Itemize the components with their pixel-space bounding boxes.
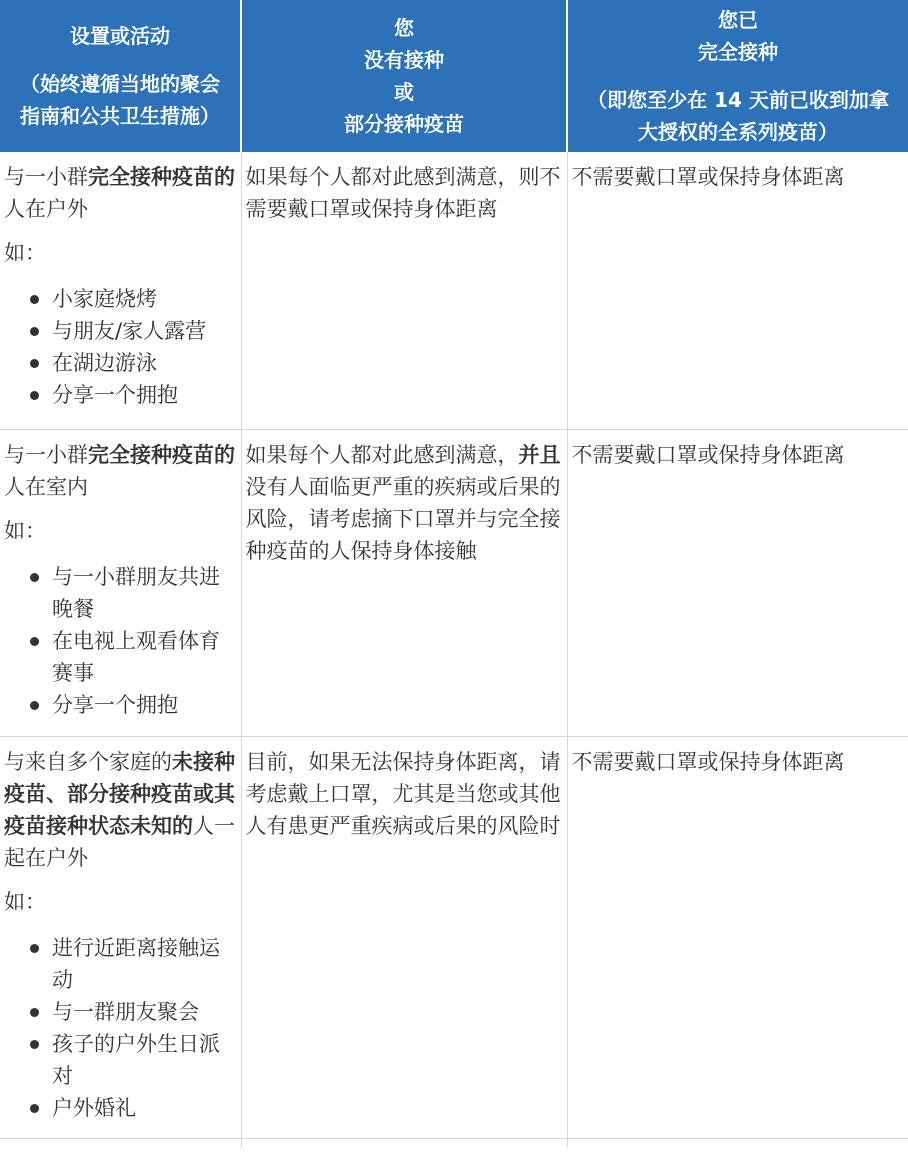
unvaccinated-guidance-cell: [241, 152, 567, 429]
guidance-text: 不需要戴口罩或保持身体距离: [571, 442, 845, 467]
setting-emphasis: 完全接种疫苗的: [88, 442, 235, 467]
list-item: 进行近距离接触运动: [52, 932, 237, 996]
guidance-text: 不需要戴口罩或保持身体距离: [571, 165, 845, 189]
guidance-text: 目前，如果无法保持身体距离，请考虑戴上口罩，尤其是当您或其他人有患更严重疾病或后果的风险时: [245, 749, 561, 838]
table-row: [0, 152, 908, 429]
examples-label: 如：: [4, 241, 46, 265]
examples-label: 如：: [4, 518, 46, 543]
header-col2-line-4: 部分接种疫苗: [344, 112, 464, 136]
header-fully-vaccinated: [567, 0, 908, 152]
empty-cell: [567, 1138, 908, 1147]
setting-text: 与来自多个家庭的: [4, 749, 172, 774]
guidance-text: 没有人面临更严重的疾病或后果的风险，请考虑摘下口罩并与完全接种疫苗的人保持身体接触: [245, 474, 561, 563]
examples-list: [4, 932, 237, 1124]
table-row-partial: [0, 1138, 908, 1147]
vaccinated-guidance-cell: [567, 152, 908, 429]
header-col1-note-1: （始终遵循当地的聚会: [20, 72, 220, 96]
setting-emphasis: 未接种疫苗、部分接种疫苗或其疫苗接种状态未知的: [4, 749, 235, 838]
unvaccinated-guidance-cell: [241, 736, 567, 1138]
guidance-text: 不需要戴口罩或保持身体距离: [571, 749, 845, 774]
header-setting-or-activity: [0, 0, 241, 152]
header-col3-note-2: 大授权的全系列疫苗）: [638, 120, 838, 144]
list-item: 在电视上观看体育赛事: [52, 625, 237, 689]
guidance-emphasis: 并且: [518, 442, 561, 467]
setting-text: 人一起在户外: [4, 813, 235, 870]
setting-cell: [0, 429, 241, 736]
header-col3-line-1: 您已: [718, 8, 758, 32]
list-item: 分享一个拥抱: [52, 689, 237, 721]
guidance-text: 如果每个人都对此感到满意，: [245, 442, 519, 467]
setting-text: 与一小群: [4, 165, 88, 189]
examples-list: [4, 283, 237, 411]
header-col1-note-2: 指南和公共卫生措施）: [20, 104, 220, 128]
setting-text: 人在户外: [4, 197, 88, 221]
examples-list: [4, 561, 237, 721]
examples-label: 如：: [4, 889, 46, 914]
guidance-text: 如果每个人都对此感到满意，则不需要戴口罩或保持身体距离: [245, 165, 561, 221]
list-item: 与朋友/家人露营: [52, 315, 237, 347]
header-col3-note-1: （即您至少在 14 天前已收到加拿: [587, 88, 889, 112]
header-col1-title: 设置或活动: [70, 24, 170, 48]
list-item: 小家庭烧烤: [52, 283, 237, 315]
table-header-row: [0, 0, 908, 152]
list-item: 与一群朋友聚会: [52, 996, 237, 1028]
setting-text: 人在室内: [4, 474, 88, 499]
setting-cell: [0, 152, 241, 429]
empty-cell: [0, 1138, 241, 1147]
setting-emphasis: 完全接种疫苗的: [88, 165, 235, 189]
table-row: [0, 736, 908, 1138]
setting-description: [4, 746, 237, 874]
header-col3-line-2: 完全接种: [698, 40, 778, 64]
empty-cell: [241, 1138, 567, 1147]
list-item: 在湖边游泳: [52, 347, 237, 379]
header-col2-line-1: 您: [394, 16, 414, 40]
vaccinated-guidance-cell: [567, 429, 908, 736]
table-row: [0, 429, 908, 736]
vaccinated-guidance-cell: [567, 736, 908, 1138]
list-item: 户外婚礼: [52, 1092, 237, 1124]
unvaccinated-guidance-cell: [241, 429, 567, 736]
setting-cell: [0, 736, 241, 1138]
setting-text: 与一小群: [4, 442, 88, 467]
list-item: 分享一个拥抱: [52, 379, 237, 411]
list-item: 与一小群朋友共进晚餐: [52, 561, 237, 625]
header-col2-line-3: 或: [394, 80, 414, 104]
header-col2-line-2: 没有接种: [364, 48, 444, 72]
setting-description: [4, 439, 237, 503]
setting-description: [4, 161, 237, 225]
list-item: 孩子的户外生日派对: [52, 1028, 237, 1092]
header-unvaccinated: [241, 0, 567, 152]
